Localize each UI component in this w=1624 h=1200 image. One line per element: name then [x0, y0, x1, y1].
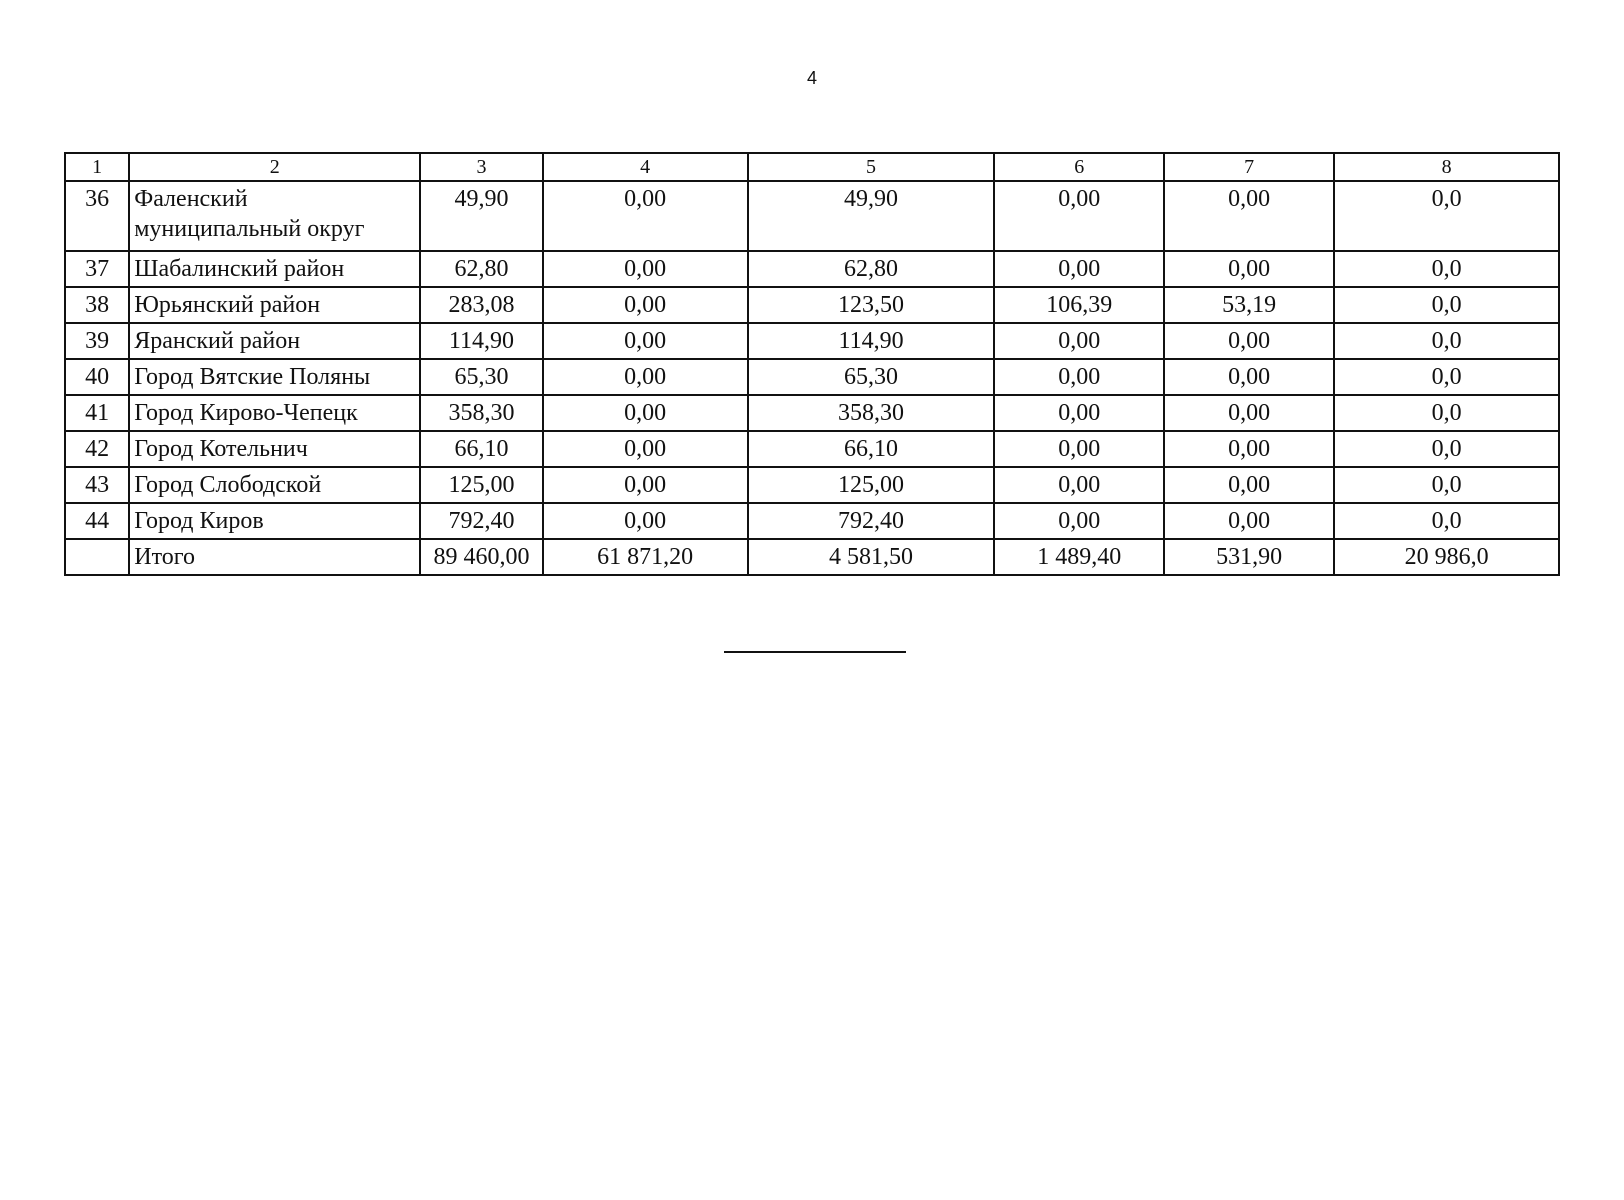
value-cell: 66,10 [748, 431, 995, 467]
table-row [65, 359, 1559, 395]
value-cell: 53,19 [1164, 287, 1334, 323]
municipality-name-cell: Город Слободской [129, 467, 420, 503]
end-of-document-rule [724, 651, 906, 653]
value-cell: 106,39 [994, 287, 1164, 323]
total-value-cell: 4 581,50 [748, 539, 995, 575]
row-number-cell: 43 [65, 467, 129, 503]
row-number-cell: 37 [65, 251, 129, 287]
value-cell: 66,10 [420, 431, 542, 467]
row-number-cell: 41 [65, 395, 129, 431]
column-header: 1 [65, 153, 129, 181]
total-label-cell: Итого [129, 539, 420, 575]
value-cell: 0,0 [1334, 431, 1559, 467]
value-cell: 358,30 [420, 395, 542, 431]
column-header: 2 [129, 153, 420, 181]
value-cell: 62,80 [420, 251, 542, 287]
municipality-name-cell: Город Кирово-Чепецк [129, 395, 420, 431]
value-cell: 0,00 [994, 431, 1164, 467]
table-row [65, 467, 1559, 503]
value-cell: 0,00 [543, 467, 748, 503]
municipality-name-cell: Яранский район [129, 323, 420, 359]
value-cell: 0,00 [543, 287, 748, 323]
value-cell: 0,00 [543, 251, 748, 287]
municipality-name-cell: Город Киров [129, 503, 420, 539]
value-cell: 0,00 [543, 503, 748, 539]
page-number: 4 [806, 68, 817, 88]
value-cell: 0,00 [994, 503, 1164, 539]
row-number-cell: 36 [65, 181, 129, 251]
column-header: 5 [748, 153, 995, 181]
total-value-cell: 531,90 [1164, 539, 1334, 575]
value-cell: 0,00 [994, 251, 1164, 287]
row-number-cell: 42 [65, 431, 129, 467]
column-header: 7 [1164, 153, 1334, 181]
table-row [65, 395, 1559, 431]
value-cell: 0,00 [1164, 431, 1334, 467]
value-cell: 0,0 [1334, 503, 1559, 539]
table-row [65, 503, 1559, 539]
value-cell: 0,00 [994, 181, 1164, 251]
total-value-cell: 1 489,40 [994, 539, 1164, 575]
value-cell: 0,0 [1334, 359, 1559, 395]
value-cell: 0,00 [543, 431, 748, 467]
table-row [65, 431, 1559, 467]
value-cell: 0,00 [1164, 251, 1334, 287]
row-number-cell: 38 [65, 287, 129, 323]
row-number-cell: 39 [65, 323, 129, 359]
value-cell: 792,40 [748, 503, 995, 539]
value-cell: 125,00 [420, 467, 542, 503]
value-cell: 0,0 [1334, 181, 1559, 251]
column-header: 3 [420, 153, 542, 181]
value-cell: 49,90 [748, 181, 995, 251]
value-cell: 0,00 [994, 395, 1164, 431]
value-cell: 0,0 [1334, 395, 1559, 431]
data-table [64, 152, 1560, 576]
total-value-cell: 20 986,0 [1334, 539, 1559, 575]
row-number-cell: 40 [65, 359, 129, 395]
value-cell: 0,0 [1334, 323, 1559, 359]
value-cell: 0,00 [994, 323, 1164, 359]
municipality-name-cell: Фаленский муниципальный округ [129, 181, 420, 251]
total-value-cell: 61 871,20 [543, 539, 748, 575]
value-cell: 123,50 [748, 287, 995, 323]
column-header: 8 [1334, 153, 1559, 181]
column-header: 4 [543, 153, 748, 181]
value-cell: 0,00 [543, 181, 748, 251]
table-row [65, 251, 1559, 287]
value-cell: 0,00 [543, 323, 748, 359]
table-header-row [65, 153, 1559, 181]
data-table-container [64, 152, 1560, 576]
value-cell: 283,08 [420, 287, 542, 323]
value-cell: 0,00 [1164, 395, 1334, 431]
value-cell: 0,0 [1334, 251, 1559, 287]
row-number-cell: 44 [65, 503, 129, 539]
value-cell: 125,00 [748, 467, 995, 503]
municipality-name-cell: Шабалинский район [129, 251, 420, 287]
value-cell: 0,00 [1164, 503, 1334, 539]
row-number-cell [65, 539, 129, 575]
value-cell: 0,00 [1164, 323, 1334, 359]
table-total-row [65, 539, 1559, 575]
value-cell: 0,00 [1164, 359, 1334, 395]
value-cell: 0,00 [994, 467, 1164, 503]
table-row [65, 287, 1559, 323]
value-cell: 62,80 [748, 251, 995, 287]
value-cell: 0,00 [1164, 467, 1334, 503]
table-row [65, 323, 1559, 359]
column-header: 6 [994, 153, 1164, 181]
total-value-cell: 89 460,00 [420, 539, 542, 575]
value-cell: 65,30 [748, 359, 995, 395]
table-row [65, 181, 1559, 251]
value-cell: 49,90 [420, 181, 542, 251]
value-cell: 0,00 [543, 395, 748, 431]
value-cell: 114,90 [748, 323, 995, 359]
value-cell: 0,00 [1164, 181, 1334, 251]
municipality-name-cell: Город Вятские Поляны [129, 359, 420, 395]
value-cell: 0,0 [1334, 467, 1559, 503]
value-cell: 792,40 [420, 503, 542, 539]
value-cell: 0,0 [1334, 287, 1559, 323]
value-cell: 0,00 [994, 359, 1164, 395]
municipality-name-cell: Город Котельнич [129, 431, 420, 467]
value-cell: 65,30 [420, 359, 542, 395]
value-cell: 358,30 [748, 395, 995, 431]
municipality-name-cell: Юрьянский район [129, 287, 420, 323]
value-cell: 0,00 [543, 359, 748, 395]
value-cell: 114,90 [420, 323, 542, 359]
